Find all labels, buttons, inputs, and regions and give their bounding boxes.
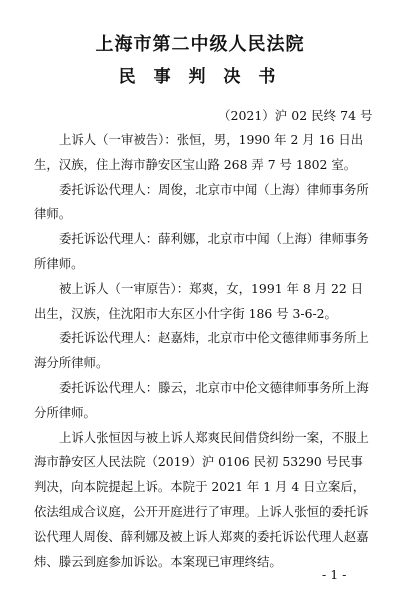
document-type-title: 民 事 判 决 书: [118, 67, 282, 87]
case-number: （2021）沪 02 民终 74 号: [218, 108, 373, 123]
appellee-agent-2-paragraph: 委托诉讼代理人：滕云，北京市中伦文德律师事务所上海分所律师。: [34, 379, 369, 420]
appellant-agent-2-paragraph: 委托诉讼代理人：薛利娜，北京市中闻（上海）律师事务所律师。: [34, 231, 369, 271]
appellee-agent-1-paragraph: 委托诉讼代理人：赵嘉炜，北京市中伦文德律师事务所上海分所律师。: [34, 330, 369, 371]
court-name: 上海市第二中级人民法院: [95, 34, 305, 55]
appellee-paragraph: 被上诉人（一审原告）：郑爽，女，1991 年 8 月 22 日出生，汉族，住沈阳市大东区小什字街 186 号 3-6-2。: [34, 280, 364, 321]
document-body: [34, 128, 374, 574]
page-number: - 1 -: [322, 567, 347, 582]
case-summary-paragraph: 上诉人张恒因与被上诉人郑爽民间借贷纠纷一案，不服上海市静安区人民法院（2019）沪 0106 民初 53290 号民事判决，向本院提起上诉。本院于 2021 年 1 月 4 日立案后，依法组成合议庭，公开开庭进行了审理。上诉人张恒的委托诉讼代理人周俊、薛利娜及被上诉人郑爽的委托诉讼代理人赵嘉炜、滕云到庭参加诉讼。本案现已审理终结。: [34, 429, 369, 569]
appellant-paragraph: 上诉人（一审被告）：张恒，男，1990 年 2 月 16 日出生，汉族，住上海市静安区宝山路 268 弄 7 号 1802 室。: [34, 132, 364, 172]
appellant-agent-1-paragraph: 委托诉讼代理人：周俊，北京市中闻（上海）律师事务所律师。: [34, 181, 369, 222]
